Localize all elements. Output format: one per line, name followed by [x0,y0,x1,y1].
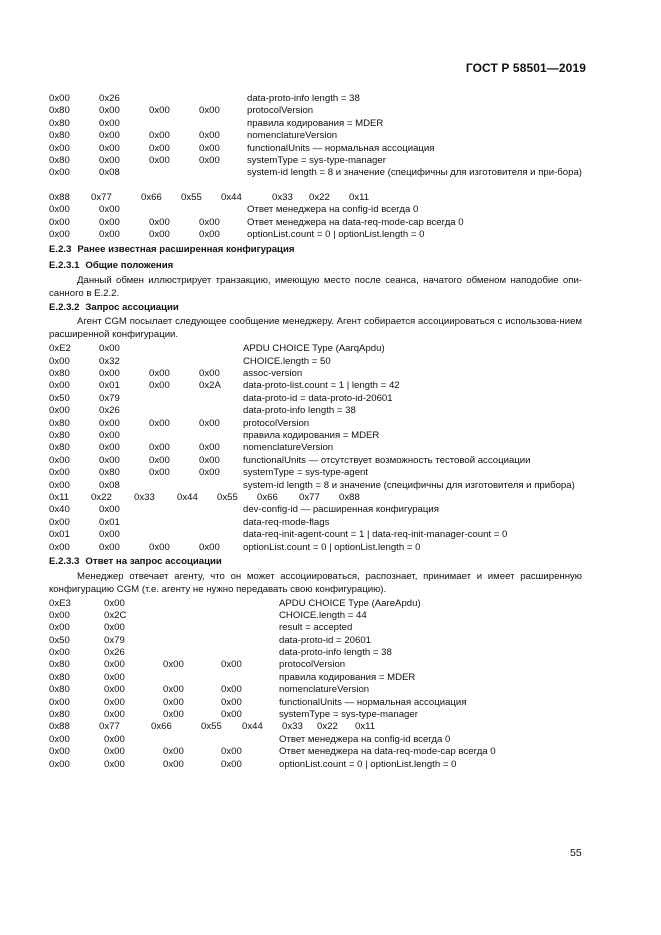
hex-byte: 0x00 [149,417,170,429]
hex-description: nomenclatureVersion [279,684,370,696]
section-title: Запрос ассоциации [85,301,179,313]
hex-byte: 0x00 [221,758,242,770]
hex-description: systemType = sys-type-agent [243,467,369,479]
hex-byte: 0x00 [104,684,125,696]
hex-description: Ответ менеджера на data-req-mode-cap всегда 0 [279,746,496,758]
hex-byte: 0x32 [99,355,120,367]
hex-description: APDU CHOICE Type (AareApdu) [279,597,421,609]
hex-byte: 0x00 [49,355,70,367]
hex-description: functionalUnits — нормальная ассоциация [279,696,467,708]
hex-byte: 0x80 [49,130,70,142]
hex-byte: 0x00 [149,142,170,154]
hex-byte: 0x00 [149,454,170,466]
hex-description: optionList.count = 0 | optionList.length = 0 [279,758,457,770]
hex-description: optionList.count = 0 | optionList.length = 0 [243,541,421,553]
hex-byte: 0x00 [149,130,170,142]
hex-byte: 0x00 [49,167,70,179]
hex-description: CHOICE.length = 44 [279,609,367,621]
hex-row [49,759,582,771]
hex-description: protocolVersion [279,659,346,671]
hex-byte: 0x33 [282,721,303,733]
hex-row [49,697,582,709]
hex-row [49,167,582,192]
hex-description: data-proto-list.count = 1 | length = 42 [243,380,400,392]
hex-byte: 0x00 [149,154,170,166]
hex-description: data-proto-info length = 38 [243,405,356,417]
hex-row [49,542,582,554]
hex-byte: 0x2C [104,609,127,621]
hex-byte: 0x66 [151,721,172,733]
hex-byte: 0x44 [221,191,242,203]
hex-byte: 0x00 [104,659,125,671]
hex-series-row [49,192,582,204]
section-heading-e232 [49,302,582,315]
hex-row [49,380,582,392]
hex-description: data-req-mode-flags [243,516,330,528]
hex-description: systemType = sys-type-manager [247,154,386,166]
hex-description: data-proto-info length = 38 [247,93,360,104]
hex-byte: 0x80 [49,659,70,671]
hex-byte: 0x00 [163,696,184,708]
hex-row [49,405,582,417]
hex-byte: 0x00 [199,368,220,380]
hex-byte: 0x44 [177,491,198,503]
hex-series-row [49,721,582,733]
hex-row [49,467,582,479]
hex-row [49,746,582,758]
section-heading-e233 [49,556,582,569]
hex-byte: 0x00 [99,130,120,142]
hex-description: data-proto-id = data-proto-id-20601 [243,392,393,404]
hex-row [49,622,582,634]
hex-byte: 0x00 [99,430,120,442]
hex-byte: 0x22 [317,721,338,733]
hex-byte: 0x00 [49,467,70,479]
hex-byte: 0x00 [49,609,70,621]
hex-row [49,517,582,529]
hex-row [49,635,582,647]
hex-byte: 0x00 [199,154,220,166]
hex-byte: 0x00 [49,516,70,528]
hex-byte: 0x00 [49,93,70,104]
hex-row [49,455,582,467]
hex-row [49,368,582,380]
hex-byte: 0x00 [99,343,120,355]
hex-byte: 0x80 [49,417,70,429]
paragraph-3: Менеджер отвечает агенту, что он может ассоциироваться, распознает, принимает и имеет расширенную конфигурацию CGM (т.е. агенту не нужно передавать свою конфигурацию). [49,570,582,595]
hex-byte: 0x00 [49,733,70,745]
hex-row [49,430,582,442]
hex-byte: 0x77 [99,721,120,733]
hex-description: protocolVersion [247,105,314,117]
hex-byte: 0x01 [49,529,70,541]
hex-row [49,598,582,610]
hex-byte: 0x00 [49,229,70,241]
hex-byte: 0x00 [49,405,70,417]
hex-byte: 0x80 [49,430,70,442]
hex-byte: 0x79 [104,634,125,646]
hex-byte: 0x00 [163,684,184,696]
hex-description: systemType = sys-type-manager [279,709,418,721]
hex-byte: 0x00 [99,368,120,380]
hex-byte: 0x00 [104,758,125,770]
hex-description: data-req-init-agent-count = 1 | data-req-init-manager-count = 0 [243,529,508,541]
hex-byte: 0x00 [149,105,170,117]
hex-byte: 0x00 [99,504,120,516]
hex-description: assoc-version [243,368,303,380]
paragraph-2: Агент CGM посылает следующее сообщение менеджеру. Агент собирается ассоциироваться с использова-нием расширенной конфигурации. [49,316,582,341]
hex-row [49,418,582,430]
hex-byte: 0xE2 [49,343,71,355]
hex-byte: 0x22 [309,191,330,203]
hex-byte: 0x00 [99,154,120,166]
hex-byte: 0x00 [221,709,242,721]
hex-byte: 0x26 [99,93,120,104]
hex-byte: 0x80 [49,154,70,166]
hex-byte: 0x00 [49,216,70,228]
hex-byte: 0x00 [104,709,125,721]
hex-byte: 0x08 [99,479,120,491]
hex-byte: 0x77 [299,491,320,503]
page-number: 55 [570,847,582,859]
hex-description: Ответ менеджера на config-id всегда 0 [279,733,451,745]
hex-byte: 0x01 [99,380,120,392]
hex-byte: 0x80 [49,117,70,129]
hex-row [49,504,582,516]
hex-byte: 0x00 [99,216,120,228]
hex-description: result = accepted [279,622,353,634]
hex-description: nomenclatureVersion [247,130,338,142]
hex-byte: 0x00 [199,541,220,553]
hex-byte: 0x00 [99,541,120,553]
hex-row [49,130,582,142]
hex-byte: 0x00 [199,229,220,241]
hex-byte: 0x00 [99,142,120,154]
hex-description: functionalUnits — отсутствует возможность тестовой ассоциации [243,454,531,466]
hex-byte: 0x33 [272,191,293,203]
hex-byte: 0x50 [49,634,70,646]
section-title: Ответ на запрос ассоциации [85,555,222,567]
section-title: Общие положения [85,260,174,272]
hex-byte: 0x00 [49,142,70,154]
hex-description: dev-config-id — расширенная конфигурация [243,504,439,516]
page-content [49,93,582,771]
hex-row [49,647,582,659]
hex-byte: 0x00 [149,229,170,241]
hex-byte: 0x00 [104,746,125,758]
hex-byte: 0x50 [49,392,70,404]
hex-byte: 0x00 [104,696,125,708]
hex-byte: 0x00 [163,746,184,758]
hex-byte: 0x00 [104,671,125,683]
section-number: E.2.3.3 [49,555,80,567]
hex-byte: 0x08 [99,167,120,179]
hex-byte: 0x00 [49,758,70,770]
hex-byte: 0x00 [49,380,70,392]
hex-series-row [49,492,582,504]
hex-byte: 0x00 [49,454,70,466]
hex-row [49,105,582,117]
hex-byte: 0x26 [104,647,125,659]
hex-byte: 0x88 [339,491,360,503]
paragraph-1: Данный обмен иллюстрирует транзакцию, имеющую место после сеанса, начатого обменом наподобие опи-санного в E.2.2. [49,274,582,299]
hex-byte: 0x00 [199,216,220,228]
hex-row [49,343,582,355]
hex-byte: 0x00 [199,142,220,154]
hex-byte: 0x40 [49,504,70,516]
hex-byte: 0x00 [99,529,120,541]
hex-description: optionList.count = 0 | optionList.length = 0 [247,229,425,241]
hex-byte: 0x00 [199,467,220,479]
hex-byte: 0x22 [91,491,112,503]
hex-byte: 0x00 [49,479,70,491]
hex-byte: 0x00 [199,130,220,142]
hex-byte: 0x00 [49,622,70,634]
hex-byte: 0x00 [99,454,120,466]
hex-byte: 0x11 [49,491,70,503]
hex-dump-block-2 [49,343,582,554]
hex-row [49,393,582,405]
hex-row [49,229,582,241]
hex-row [49,480,582,492]
hex-byte: 0x00 [221,696,242,708]
hex-byte: 0x00 [149,216,170,228]
hex-byte: 0x55 [217,491,238,503]
hex-byte: 0x77 [91,191,112,203]
hex-byte: 0x00 [49,204,70,216]
hex-byte: 0x00 [199,442,220,454]
hex-row [49,155,582,167]
hex-description: protocolVersion [243,417,310,429]
hex-row [49,217,582,229]
hex-dump-block-1 [49,93,582,242]
hex-byte: 0x00 [149,368,170,380]
hex-row [49,659,582,671]
hex-row [49,204,582,216]
hex-byte: 0x80 [49,368,70,380]
hex-description: правила кодирования = MDER [243,430,380,442]
hex-byte: 0x00 [104,733,125,745]
hex-byte: 0x80 [49,671,70,683]
hex-byte: 0x00 [149,541,170,553]
hex-byte: 0x11 [349,191,370,203]
hex-byte: 0x00 [149,442,170,454]
hex-byte: 0x79 [99,392,120,404]
hex-description: nomenclatureVersion [243,442,334,454]
hex-byte: 0x00 [149,467,170,479]
hex-byte: 0x88 [49,721,70,733]
hex-byte: 0x00 [99,117,120,129]
hex-byte: 0x00 [199,454,220,466]
hex-row [49,118,582,130]
hex-byte: 0x01 [99,516,120,528]
hex-byte: 0x00 [221,684,242,696]
hex-description: Ответ менеджера на data-req-mode-cap всегда 0 [247,216,464,228]
hex-byte: 0x00 [104,622,125,634]
hex-byte: 0x00 [104,597,125,609]
hex-byte: 0x00 [163,758,184,770]
hex-byte: 0x66 [141,191,162,203]
hex-byte: 0x00 [49,647,70,659]
hex-byte: 0x00 [99,442,120,454]
hex-byte: 0x11 [355,721,376,733]
hex-byte: 0x00 [99,105,120,117]
hex-description: APDU CHOICE Type (AarqApdu) [243,343,385,355]
hex-description: data-proto-id = 20601 [279,634,372,646]
hex-row [49,442,582,454]
section-heading-e231 [49,260,582,273]
hex-byte: 0x00 [199,105,220,117]
hex-byte: 0xE3 [49,597,71,609]
hex-byte: 0x00 [49,746,70,758]
hex-byte: 0x55 [181,191,202,203]
hex-description: data-proto-info length = 38 [279,647,392,659]
hex-byte: 0x80 [49,442,70,454]
hex-byte: 0x00 [149,380,170,392]
hex-byte: 0x00 [99,229,120,241]
hex-description: правила кодирования = MDER [247,117,384,129]
hex-description: system-id length = 8 и значение (специфичны для изготовителя и при-бора) [247,167,582,179]
hex-byte: 0x33 [134,491,155,503]
hex-byte: 0x80 [49,684,70,696]
section-number: E.2.3.1 [49,260,80,272]
hex-byte: 0x00 [221,746,242,758]
hex-byte: 0x55 [201,721,222,733]
hex-byte: 0x00 [199,417,220,429]
hex-row [49,93,582,105]
hex-byte: 0x80 [49,105,70,117]
section-number: E.2.3 [49,243,72,255]
hex-byte: 0x80 [49,709,70,721]
hex-byte: 0x00 [99,417,120,429]
hex-byte: 0x00 [163,709,184,721]
hex-row [49,356,582,368]
hex-row [49,734,582,746]
hex-description: правила кодирования = MDER [279,671,416,683]
hex-byte: 0x00 [221,659,242,671]
hex-dump-block-3 [49,598,582,771]
hex-description: system-id length = 8 и значение (специфичны для изготовителя и прибора) [243,479,575,491]
document-id: ГОСТ Р 58501—2019 [465,61,586,75]
hex-byte: 0x66 [257,491,278,503]
hex-row [49,143,582,155]
section-heading-e23 [49,244,582,257]
hex-description: CHOICE.length = 50 [243,355,331,367]
hex-description: functionalUnits — нормальная ассоциация [247,142,435,154]
hex-row [49,672,582,684]
hex-row [49,610,582,622]
hex-byte: 0x2A [199,380,221,392]
hex-row [49,529,582,541]
hex-byte: 0x00 [49,541,70,553]
hex-row [49,709,582,721]
hex-description: Ответ менеджера на config-id всегда 0 [247,204,419,216]
hex-byte: 0x00 [99,204,120,216]
hex-byte: 0x80 [99,467,120,479]
hex-byte: 0x88 [49,191,70,203]
section-title: Ранее известная расширенная конфигурация [77,243,295,255]
hex-byte: 0x00 [163,659,184,671]
hex-byte: 0x26 [99,405,120,417]
section-number: E.2.3.2 [49,301,80,313]
hex-row [49,684,582,696]
hex-byte: 0x44 [242,721,263,733]
hex-byte: 0x00 [49,696,70,708]
